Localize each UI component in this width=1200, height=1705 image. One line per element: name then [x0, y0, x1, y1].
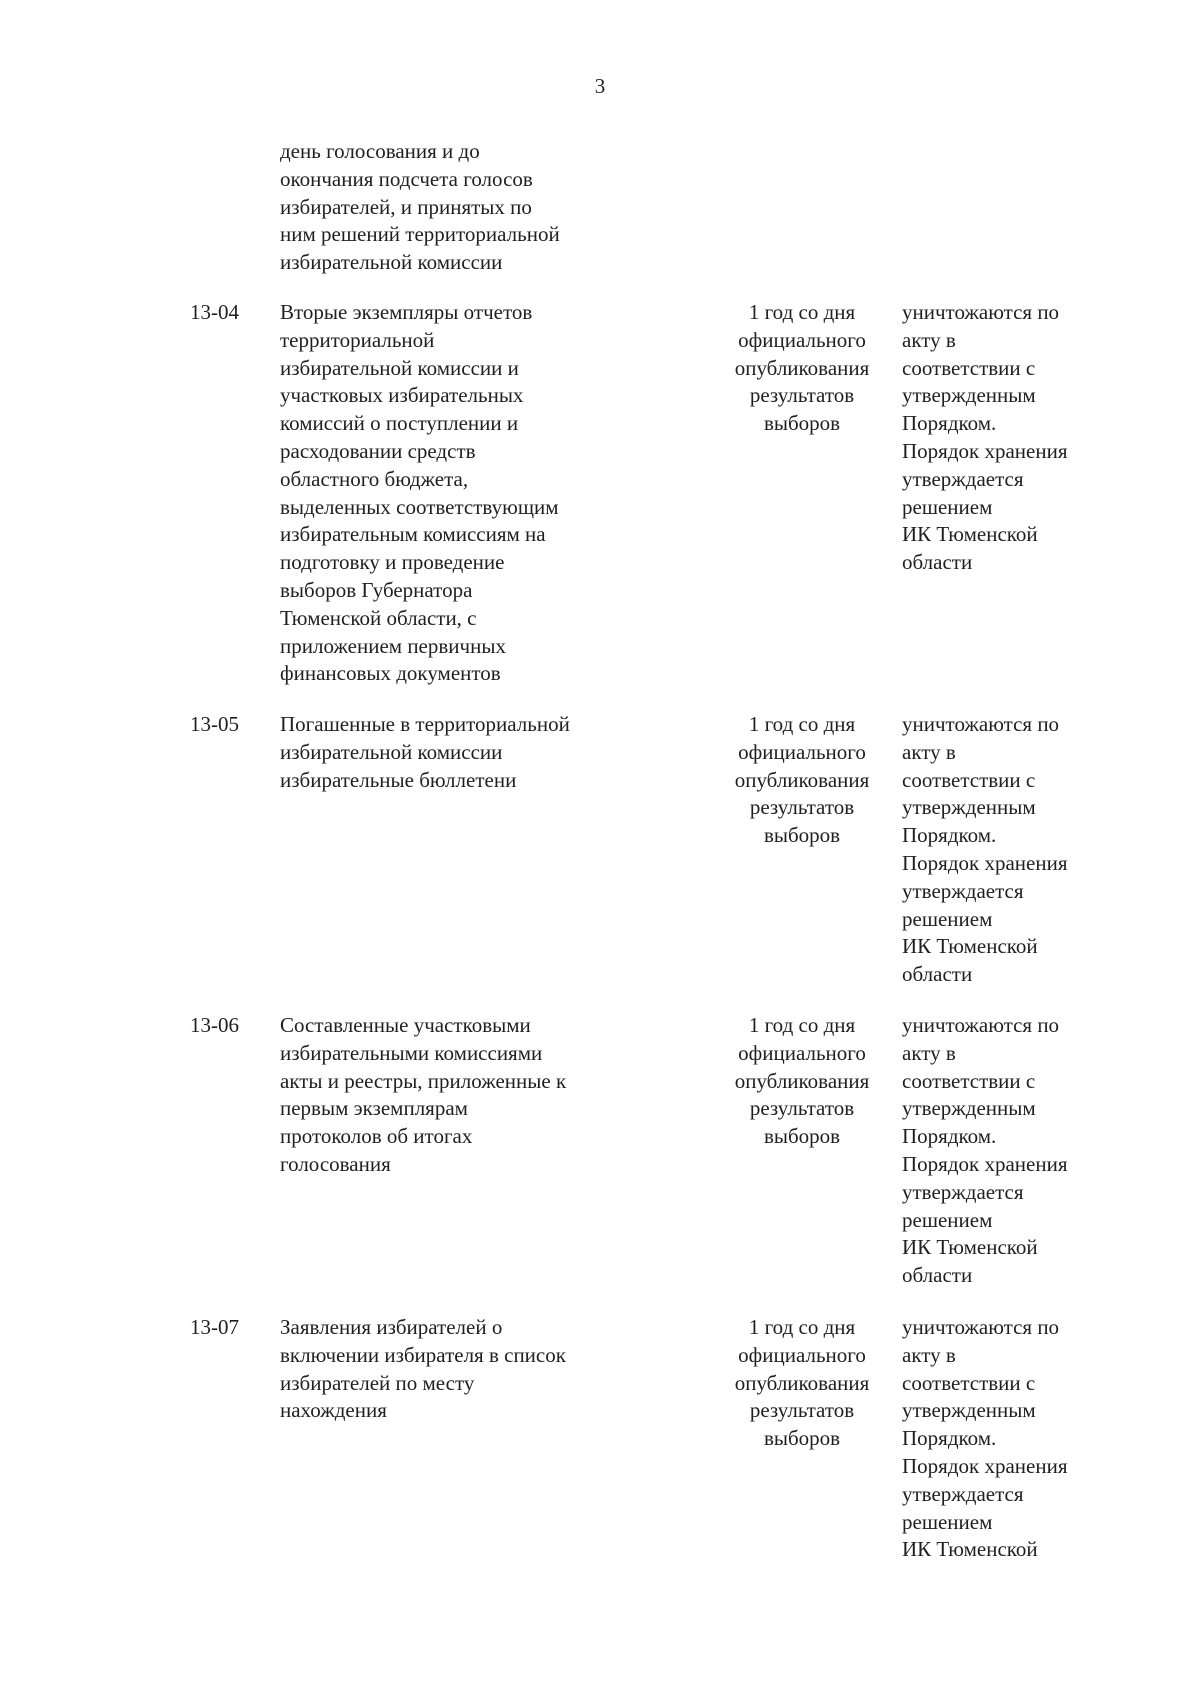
row-retention-term: 1 год со дня официального опубликования результатов выборов: [734, 300, 870, 436]
row-note: уничтожаются по акту в соответствии с утвержденным Порядком. Порядок хранения утверждается решением ИК Тюменской области: [902, 1013, 1068, 1288]
row-description: Погашенные в территориальной избирательной комиссии избирательные бюллетени: [280, 712, 570, 792]
continuation-description: день голосования и до окончания подсчета голосов избирателей, и принятых по ним решений территориальной избирательной комиссии: [280, 139, 560, 275]
row-retention-term: 1 год со дня официального опубликования результатов выборов: [734, 1013, 870, 1149]
row-code: 13-05: [190, 712, 239, 736]
row-description: Заявления избирателей о включении избирателя в список избирателей по месту нахождения: [280, 1315, 566, 1423]
row-code: 13-04: [190, 300, 239, 324]
row-retention-term: 1 год со дня официального опубликования результатов выборов: [734, 1315, 870, 1451]
row-code: 13-06: [190, 1013, 239, 1037]
row-note: уничтожаются по акту в соответствии с утвержденным Порядком. Порядок хранения утверждается решением ИК Тюменской области: [902, 300, 1068, 575]
row-description: Составленные участковыми избирательными комиссиями акты и реестры, приложенные к первым экземплярам протоколов об итогах голосования: [280, 1013, 567, 1176]
row-code: 13-07: [190, 1315, 239, 1339]
row-note: уничтожаются по акту в соответствии с утвержденным Порядком. Порядок хранения утверждается решением ИК Тюменской области: [902, 712, 1068, 987]
row-note: уничтожаются по акту в соответствии с утвержденным Порядком. Порядок хранения утверждается решением ИК Тюменской: [902, 1315, 1068, 1562]
row-retention-term: 1 год со дня официального опубликования результатов выборов: [734, 712, 870, 848]
row-description: Вторые экземпляры отчетов территориальной избирательной комиссии и участковых избирательных комиссий о поступлении и расходовании средств областного бюджета, выделенных соответствующим избирательным комиссиям на подготовку и проведение выборов Губернатора Тюменской области, с приложением первичных финансовых документов: [280, 300, 559, 686]
page-number: 3: [594, 74, 606, 98]
